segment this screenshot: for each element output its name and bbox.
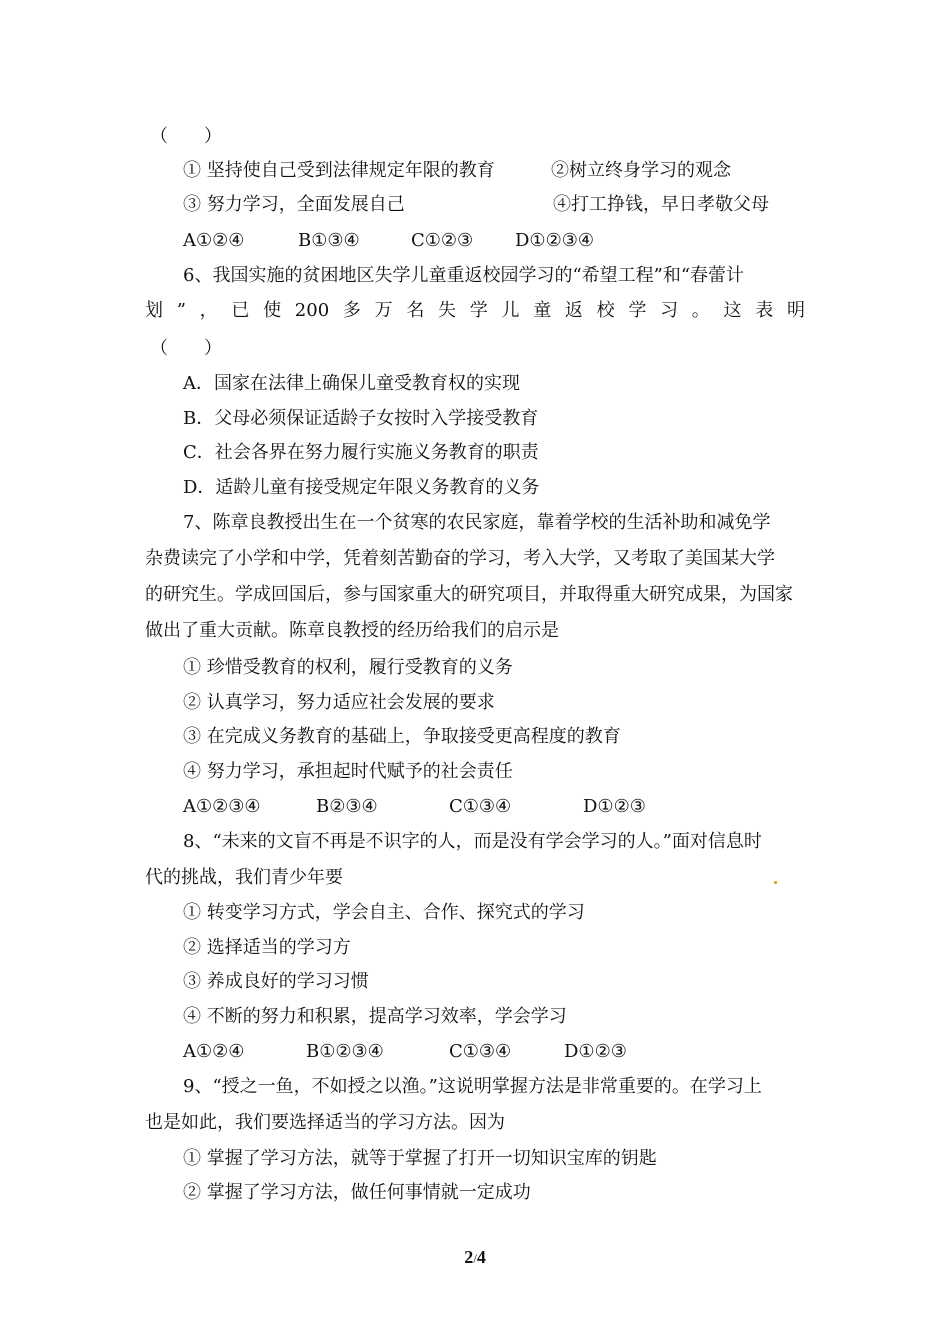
q7-item-1: ① 珍惜受教育的权利，履行受教育的义务 — [183, 657, 513, 678]
q6-token: 这 — [723, 300, 742, 321]
q5-item-2: ②树立终身学习的观念 — [551, 160, 731, 181]
q6-choice-d: D．适龄儿童有接受规定年限义务教育的义务 — [183, 477, 540, 498]
q5-option-a: A①②④ — [183, 230, 245, 251]
q7-option-d: D①②③ — [583, 796, 646, 817]
q6-token: 多 — [342, 300, 361, 321]
q6-stem-line-1: 6、我国实施的贫困地区失学儿童重返校园学习的“希望工程”和“春蕾计 — [183, 265, 745, 286]
q8-stem-line-1: 8、“未来的文盲不再是不识字的人，而是没有学会学习的人。”面对信息时 — [183, 831, 762, 852]
q5-item-4: ④打工挣钱，早日孝敬父母 — [553, 194, 769, 215]
q7-stem-line-4: 做出了重大贡献。陈章良教授的经历给我们的启示是 — [145, 620, 559, 641]
q8-item-2: ② 选择适当的学习方 — [183, 937, 351, 958]
q5-option-b: B①③④ — [298, 230, 360, 251]
q5-item-1: ① 坚持使自己受到法律规定年限的教育 — [183, 160, 495, 181]
q8-item-1: ① 转变学习方式，学会自主、合作、探究式的学习 — [183, 902, 585, 923]
page-total: 4 — [476, 1247, 486, 1267]
stray-mark — [774, 881, 777, 884]
q6-token: 学 — [628, 300, 647, 321]
q7-item-4: ④ 努力学习，承担起时代赋予的社会责任 — [183, 761, 513, 782]
q6-token: 童 — [533, 300, 552, 321]
page-number — [0, 1244, 950, 1272]
q6-answer-paren: （ ） — [150, 338, 222, 359]
q6-token: 返 — [564, 300, 583, 321]
q5-item-3: ③ 努力学习，全面发展自己 — [183, 194, 405, 215]
q6-token: 名 — [406, 300, 425, 321]
q8-option-b: B①②③④ — [306, 1041, 384, 1062]
q8-option-c: C①③④ — [449, 1041, 512, 1062]
page-current: 2 — [464, 1247, 474, 1267]
q6-token: 划 — [145, 300, 163, 321]
q6-token: 万 — [374, 300, 393, 321]
q6-choice-b: B．父母必须保证适龄子女按时入学接受教育 — [183, 408, 539, 429]
q7-item-2: ② 认真学习，努力适应社会发展的要求 — [183, 692, 495, 713]
q8-item-4: ④ 不断的努力和积累，提高学习效率，学会学习 — [183, 1006, 567, 1027]
q6-token: 使 — [263, 300, 282, 321]
q6-token: ， — [199, 300, 218, 321]
q8-stem-line-2: 代的挑战，我们青少年要 — [145, 867, 343, 888]
q6-choice-a: A．国家在法律上确保儿童受教育权的实现 — [183, 373, 520, 394]
q5-option-d: D①②③④ — [515, 230, 594, 251]
q7-option-c: C①③④ — [449, 796, 512, 817]
q6-token: 儿 — [501, 300, 520, 321]
q8-option-a: A①②④ — [183, 1041, 245, 1062]
q9-stem-line-2: 也是如此，我们要选择适当的学习方法。因为 — [145, 1112, 505, 1133]
page-separator: / — [473, 1251, 477, 1266]
q6-token: 习 — [660, 300, 679, 321]
q6-token: 。 — [691, 300, 710, 321]
q7-stem-line-1: 7、陈章良教授出生在一个贫寒的农民家庭，靠着学校的生活补助和减免学 — [183, 512, 771, 533]
q6-token: 校 — [596, 300, 615, 321]
q6-stem-line-2 — [145, 298, 805, 324]
q6-token: 200 — [294, 300, 330, 321]
q7-stem-line-3: 的研究生。学成回国后，参与国家重大的研究项目，并取得重大研究成果，为国家 — [145, 584, 793, 605]
q7-stem-line-2: 杂费读完了小学和中学，凭着刻苦勤奋的学习，考入大学，又考取了美国某大学 — [145, 548, 775, 569]
q6-choice-c: C．社会各界在努力履行实施义务教育的职责 — [183, 442, 539, 463]
q5-option-c: C①②③ — [411, 230, 474, 251]
q6-token: 明 — [786, 300, 805, 321]
q6-token: 已 — [231, 300, 250, 321]
q9-item-2: ② 掌握了学习方法，做任何事情就一定成功 — [183, 1182, 531, 1203]
q8-item-3: ③ 养成良好的学习习惯 — [183, 971, 369, 992]
q7-option-b: B②③④ — [316, 796, 378, 817]
q9-stem-line-1: 9、“授之一鱼，不如授之以渔。”这说明掌握方法是非常重要的。在学习上 — [183, 1076, 762, 1097]
q7-option-a: A①②③④ — [183, 796, 261, 817]
q7-item-3: ③ 在完成义务教育的基础上，争取接受更高程度的教育 — [183, 726, 621, 747]
q6-token: ” — [176, 300, 186, 321]
q9-item-1: ① 掌握了学习方法，就等于掌握了打开一切知识宝库的钥匙 — [183, 1148, 657, 1169]
q8-option-d: D①②③ — [564, 1041, 627, 1062]
q6-token: 学 — [469, 300, 488, 321]
q6-token: 表 — [755, 300, 774, 321]
q5-answer-paren: （ ） — [150, 126, 222, 147]
q6-token: 失 — [438, 300, 457, 321]
